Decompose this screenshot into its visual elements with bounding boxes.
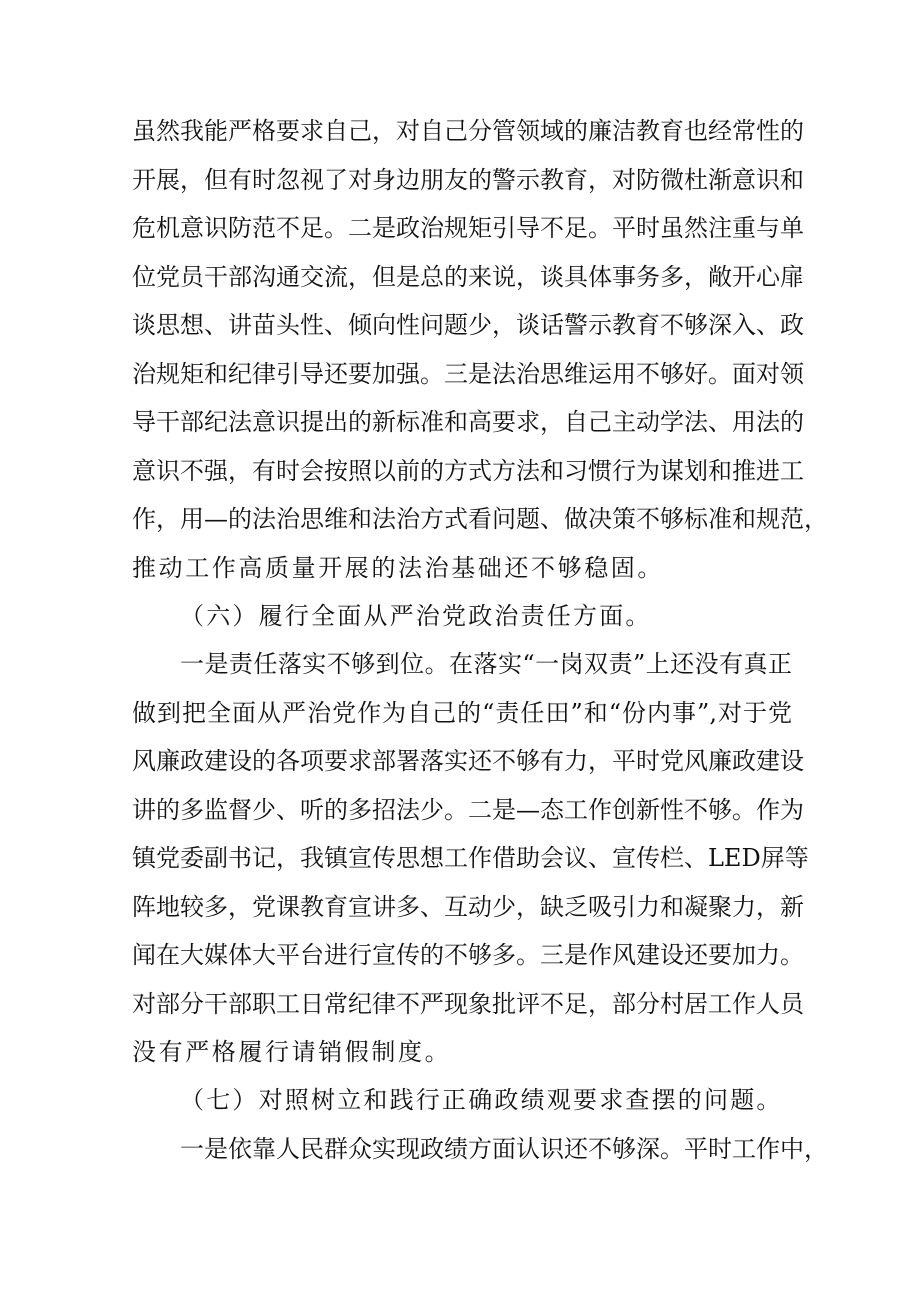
text-line-18: 闻在大媒体大平台进行宣传的不够多。三是作风建设还要加力。 (132, 941, 804, 969)
text-line-3: 危机意识防范不足。二是政治规矩引导不足。平时虽然注重与单 (132, 214, 804, 242)
text-line-10: 推动工作高质量开展的法治基础还不够稳固。 (132, 554, 664, 582)
text-line-15: 讲的多监督少、听的多招法少。二是—态工作创新性不够。作为 (132, 796, 804, 824)
text-line-20: 没有严格履行请销假制度。 (132, 1038, 452, 1066)
text-line-19: 对部分干部职工日常纪律不严现象批评不足，部分村居工作人员 (132, 990, 804, 1018)
text-line-9: 作，用—的法治思维和法治方式看问题、做决策不够标准和规范， (132, 505, 828, 533)
text-line-16: 镇党委副书记，我镇宣传思想工作借助会议、宣传栏、LED屏等 (132, 844, 809, 872)
text-line-12: 一是责任落实不够到位。在落实“一岗双责”上还没有真正 (180, 650, 792, 678)
text-line-2: 开展，但有时忽视了对身边朋友的警示教育，对防微杜渐意识和 (132, 166, 804, 194)
text-line-8: 意识不强，有时会按照以前的方式方法和习惯行为谋划和推进工 (132, 457, 804, 485)
text-line-6: 治规矩和纪律引导还要加强。三是法治思维运用不够好。面对领 (132, 360, 804, 388)
section-heading-seven: （七）对照树立和践行正确政绩观要求查摆的问题。 (180, 1086, 783, 1114)
text-line-7: 导干部纪法意识提出的新标准和高要求，自己主动学法、用法的 (132, 408, 804, 436)
text-line-13: 做到把全面从严治党作为自己的“责任田”和“份内事”,对于党 (132, 699, 792, 727)
text-line-17: 阵地较多，党课教育宣讲多、互动少，缺乏吸引力和凝聚力，新 (132, 893, 804, 921)
text-line-14: 风廉政建设的各项要求部署落实还不够有力，平时党风廉政建设 (132, 747, 804, 775)
text-line-22: 一是依靠人民群众实现政绩方面认识还不够深。平时工作中， (180, 1135, 828, 1163)
text-line-4: 位党员干部沟通交流，但是总的来说，谈具体事务多，敞开心扉 (132, 263, 804, 291)
text-line-5: 谈思想、讲苗头性、倾向性问题少，谈话警示教育不够深入、政 (132, 311, 804, 339)
section-heading-six: （六）履行全面从严治党政治责任方面。 (180, 602, 652, 630)
text-line-1: 虽然我能严格要求自己，对自己分管领域的廉洁教育也经常性的 (132, 117, 804, 145)
